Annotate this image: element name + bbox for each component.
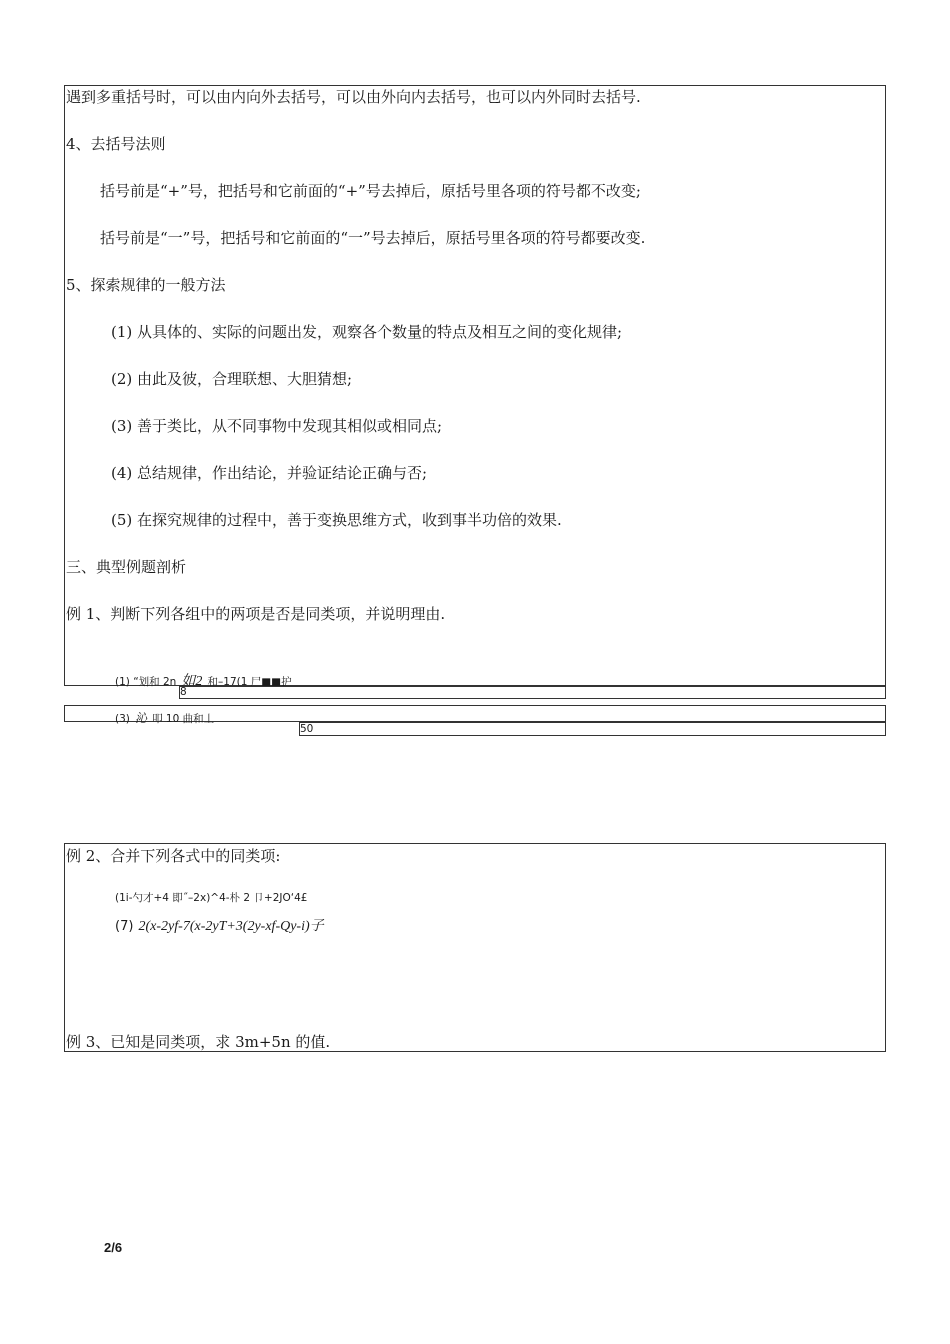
example-2-prompt: 例 2、合并下列各式中的同类项: (66, 847, 281, 865)
row-2-tail: 叩 10 曲和丄 (152, 713, 215, 725)
expr-2-prefix: (7) (115, 919, 134, 934)
example-3-prompt: 例 3、已知是同类项，求 3m+5n 的值. (66, 1033, 331, 1051)
expr-2-body: 2(x-2yf-7(x-2yT+3(2y-xf-Qy-i)子 (138, 919, 324, 934)
row-1-sub: 8 (180, 686, 187, 698)
method-4: (4) 总结规律，作出结论，并验证结论正确与否; (111, 464, 428, 482)
heading-5: 5、探索规律的一般方法 (66, 276, 226, 294)
intro-text: 遇到多重括号时，可以由内向外去括号，可以由外向内去括号，也可以内外同时去括号. (66, 88, 641, 106)
rule-minus: 括号前是“一”号，把括号和它前面的“一”号去掉后，原括号里各项的符号都要改变. (100, 229, 646, 247)
heading-4: 4、去括号法则 (66, 135, 166, 153)
method-3: (3) 善于类比，从不同事物中发现其相似或相同点; (111, 417, 443, 435)
example-1-prompt: 例 1、判断下列各组中的两项是否是同类项，并说明理由. (66, 605, 446, 623)
example-2-expr-2 (115, 915, 324, 936)
rule-plus: 括号前是“+”号，把括号和它前面的“+”号去掉后，原括号里各项的符号都不改变; (100, 182, 641, 200)
example-2-expr-1: (1i-勺才+4 即˝–2x)^4-朴 2 卩+2JO‘4£ (115, 892, 308, 904)
example-1-row-2 (115, 707, 214, 727)
content-box-2 (64, 843, 886, 1052)
page-number: 2/6 (104, 1240, 123, 1255)
method-1: (1) 从具体的、实际的问题出发，观察各个数量的特点及相互之间的变化规律; (111, 323, 623, 341)
method-2: (2) 由此及彼，合理联想、大胆猜想; (111, 370, 353, 388)
method-5: (5) 在探究规律的过程中，善于变换思维方式，收到事半功倍的效果. (111, 511, 562, 529)
row-1-text: (1) “划和 2n (115, 676, 177, 688)
row-1-sub-box (179, 686, 886, 699)
heading-3: 三、典型例题剖析 (66, 558, 187, 576)
row-2-sub-box (299, 722, 886, 736)
row-2-italic: 沁 (134, 711, 147, 725)
row-1-italic: 如2 (181, 674, 203, 689)
row-1-tail: 和–17(1 尸■■护 (207, 676, 292, 688)
row-2-prefix: (3) (115, 713, 130, 725)
row-2-sub: 50 (300, 723, 314, 735)
